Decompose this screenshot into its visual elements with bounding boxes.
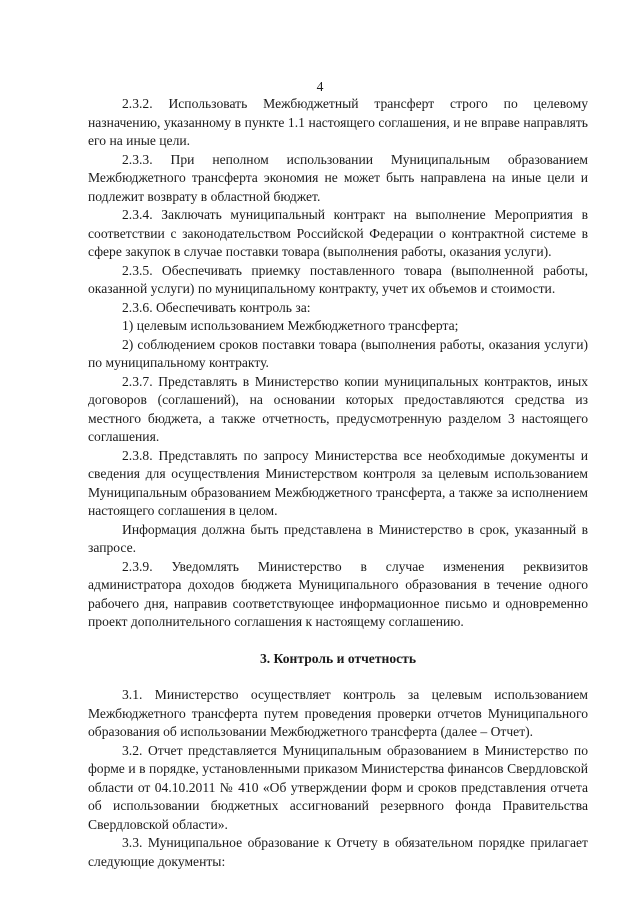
paragraph-2-3-2: 2.3.2. Использовать Межбюджетный трансферт строго по целевому назначению, указанному в пункте 1.1 настоящего соглашения, и не вправе направлять его на иные цели. — [88, 96, 588, 148]
paragraph-3-2: 3.2. Отчет представляется Муниципальным образованием в Министерство по форме и в порядке, установленными приказом Министерства финансов Свердловской области от 04.10.2011 № 410 «Об утверждении форм и сроков представления отчета об использовании бюджетных ассигнований резервного фонда Правительства Свердловской области». — [88, 742, 588, 832]
paragraph-3-1: 3.1. Министерство осуществляет контроль за целевым использованием Межбюджетного трансферта путем проведения проверки отчетов Муниципального образования об использовании Межбюджетного трансферта (далее – Отчет). — [88, 687, 588, 739]
paragraph-2-3-6: 2.3.6. Обеспечивать контроль за: — [122, 299, 311, 315]
paragraph-3-3: 3.3. Муниципальное образование к Отчету в обязательном порядке прилагает следующие документы: — [88, 835, 588, 869]
paragraph-2-3-9: 2.3.9. Уведомлять Министерство в случае изменения реквизитов администратора доходов бюджета Муниципального образования в течение одного рабочего дня, направив соответствующее информационное письмо и одновременно проект дополнительного соглашения к настоящему соглашению. — [88, 558, 588, 629]
paragraph-2-3-4: 2.3.4. Заключать муниципальный контракт на выполнение Мероприятия в соответствии с законодательством Российской Федерации о контрактной системе в сфере закупок в случае поставки товара (выполнения работы, оказания услуги). — [88, 207, 588, 259]
document-body — [88, 95, 588, 871]
paragraph-2-3-7: 2.3.7. Представлять в Министерство копии муниципальных контрактов, иных договоров (соглашений), на основании которых предоставляются средства из местного бюджета, а также отчетность, предусмотренную разделом 3 настоящего соглашения. — [88, 373, 588, 444]
list-item-2: 2) соблюдением сроков поставки товара (выполнения работы, оказания услуги) по муниципальному контракту. — [88, 336, 588, 370]
paragraph-2-3-8: 2.3.8. Представлять по запросу Министерства все необходимые документы и сведения для осуществления Министерством контроля за целевым использованием Муниципальным образованием Межбюджетного трансферта, а также за исполнением настоящего соглашения в целом. — [88, 447, 588, 518]
paragraph-2-3-5: 2.3.5. Обеспечивать приемку поставленного товара (выполненной работы, оказанной услуги) по муниципальному контракту, учет их объемов и стоимости. — [88, 262, 588, 296]
page-number: 4 — [316, 79, 324, 94]
paragraph-info: Информация должна быть представлена в Министерство в срок, указанный в запросе. — [88, 521, 588, 555]
list-item-1: 1) целевым использованием Межбюджетного трансферта; — [122, 318, 459, 333]
paragraph-2-3-3: 2.3.3. При неполном использовании Муниципальным образованием Межбюджетного трансферта экономия не может быть направлена на иные цели и подлежит возврату в областной бюджет. — [88, 151, 588, 204]
section-heading-3: 3. Контроль и отчетность — [259, 650, 417, 666]
